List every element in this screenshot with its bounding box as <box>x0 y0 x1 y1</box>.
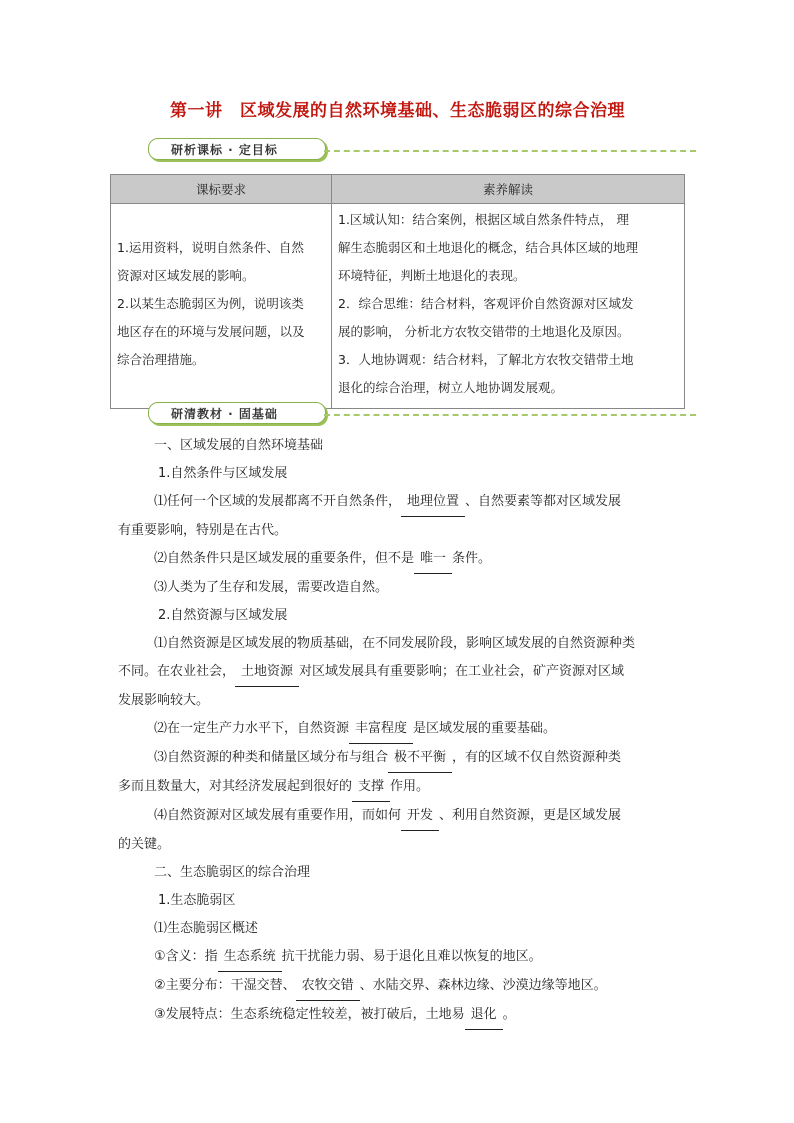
main-content <box>118 432 678 1030</box>
paragraph-line: ⑶自然资源的种类和储量区域分布与组合 极不平衡 ，有的区域不仅自然资源种类 <box>118 744 678 773</box>
banner-divider <box>324 150 696 152</box>
banner-label: 研清教材 · 固基础 <box>171 407 278 421</box>
interpretation-line: 2．综合思维：结合材料，客观评价自然资源对区域发 <box>338 296 634 311</box>
paragraph-line: 的关键。 <box>118 837 171 852</box>
fill-blank-answer: 农牧交错 <box>296 972 360 1001</box>
paragraph-line: ②主要分布：干湿交替、 农牧交错 、水陆交界、森林边缘、沙漠边缘等地区。 <box>118 972 678 1001</box>
fill-blank-answer: 丰富程度 <box>349 715 413 744</box>
interpretation-line: 解生态脆弱区和土地退化的概念，结合具体区域的地理 <box>338 240 639 255</box>
page-title: 第一讲 区域发展的自然环境基础、生态脆弱区的综合治理 <box>170 101 625 121</box>
paragraph-line: ⑷自然资源对区域发展有重要作用，而如何 开发 、利用自然资源，更是区域发展 <box>118 802 678 831</box>
table-row <box>111 204 685 409</box>
subsection-heading: 1.生态脆弱区 <box>158 893 236 908</box>
requirements-line: 资源对区域发展的影响。 <box>117 268 255 283</box>
table-header-row <box>111 175 685 204</box>
interpretation-line: 展的影响， 分析北方农牧交错带的土地退化及原因。 <box>338 324 630 339</box>
fill-blank-answer: 生态系统 <box>218 943 282 972</box>
interpretation-line: 3．人地协调观：结合材料，了解北方农牧交错带土地 <box>338 352 634 367</box>
subsection-heading: 2.自然资源与区域发展 <box>158 608 288 623</box>
interpretation-line: 1.区域认知：结合案例，根据区域自然条件特点， 理 <box>338 212 629 227</box>
fill-blank-answer: 极不平衡 <box>388 744 452 773</box>
paragraph-line: 有重要影响，特别是在古代。 <box>118 523 288 538</box>
banner-divider <box>324 414 696 416</box>
subsection-heading: 1.自然条件与区域发展 <box>158 466 288 481</box>
fill-blank-answer: 退化 <box>465 1001 503 1030</box>
subsection-heading: ⑴生态脆弱区概述 <box>154 921 259 936</box>
interpretation-cell <box>332 204 685 409</box>
interpretation-line: 环境特征，判断土地退化的表现。 <box>338 268 526 283</box>
paragraph-line: ⑵自然条件只是区域发展的重要条件，但不是 唯一 条件。 <box>118 545 678 574</box>
standards-table <box>110 174 685 409</box>
paragraph-line: ⑶人类为了生存和发展，需要改造自然。 <box>154 580 389 595</box>
section-heading: 二、生态脆弱区的综合治理 <box>154 865 311 880</box>
section-heading: 一、区域发展的自然环境基础 <box>154 438 324 453</box>
paragraph-line: 多而且数量大，对其经济发展起到很好的 支撑 作用。 <box>118 773 678 802</box>
fill-blank-answer: 地理位置 <box>401 488 465 517</box>
banner-pill <box>148 402 326 424</box>
fill-blank-answer: 支撑 <box>352 773 390 802</box>
paragraph-line: 不同。在农业社会， 土地资源 对区域发展具有重要影响；在工业社会，矿产资源对区域 <box>118 658 678 687</box>
paragraph-line: ①含义：指 生态系统 抗干扰能力弱、易于退化且难以恢复的地区。 <box>118 943 678 972</box>
banner-label: 研析课标 · 定目标 <box>171 143 278 157</box>
paragraph-line: ⑵在一定生产力水平下，自然资源 丰富程度 是区域发展的重要基础。 <box>118 715 678 744</box>
requirements-line: 综合治理措施。 <box>117 352 205 367</box>
table-header-requirements: 课标要求 <box>111 175 332 204</box>
banner-pill <box>148 138 326 160</box>
paragraph-line: 发展影响较大。 <box>118 693 210 708</box>
paragraph-line: ⑴自然资源是区域发展的物质基础，在不同发展阶段，影响区域发展的自然资源种类 <box>154 636 636 651</box>
requirements-line: 2.以某生态脆弱区为例，说明该类 <box>117 296 304 311</box>
fill-blank-answer: 唯一 <box>414 545 452 574</box>
paragraph-line: ③发展特点：生态系统稳定性较差，被打破后，土地易 退化 。 <box>118 1001 678 1030</box>
requirements-line: 1.运用资料，说明自然条件、自然 <box>117 240 304 255</box>
fill-blank-answer: 开发 <box>401 802 439 831</box>
table-header-interpretation: 素养解读 <box>332 175 685 204</box>
requirements-line: 地区存在的环境与发展问题，以及 <box>117 324 305 339</box>
paragraph-line: ⑴任何一个区域的发展都离不开自然条件， 地理位置 、自然要素等都对区域发展 <box>118 488 678 517</box>
interpretation-line: 退化的综合治理，树立人地协调发展观。 <box>338 380 564 395</box>
fill-blank-answer: 土地资源 <box>235 658 299 687</box>
requirements-cell <box>111 204 332 409</box>
